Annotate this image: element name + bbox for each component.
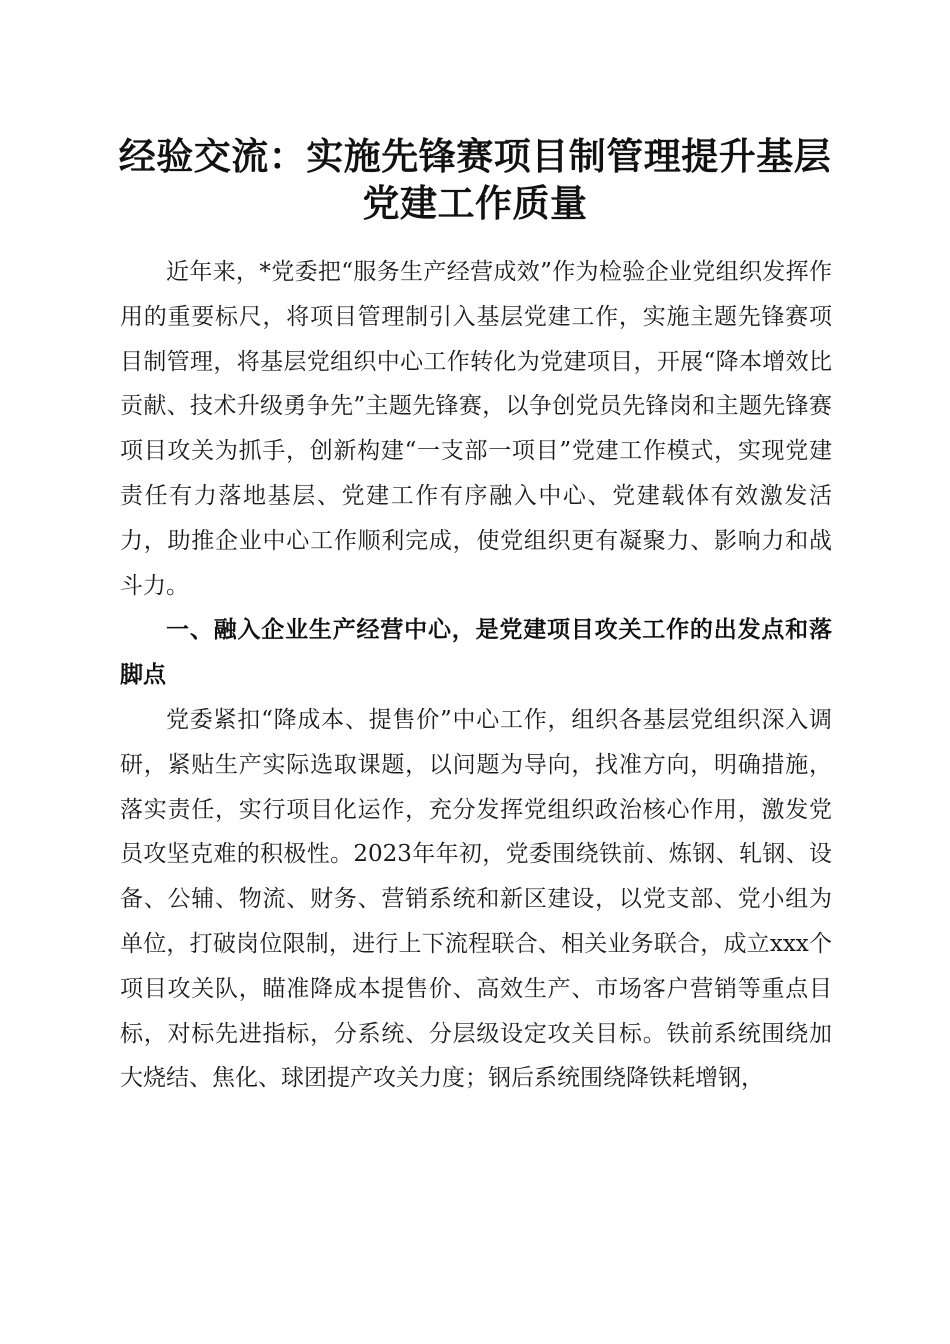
document-body bbox=[120, 250, 832, 1101]
intro-paragraph: 近年来，*党委把“服务生产经营成效”作为检验企业党组织发挥作用的重要标尺，将项目管理制引入基层党建工作，实施主题先锋赛项目制管理，将基层党组织中心工作转化为党建项目，开展“降本增效比贡献、技术升级勇争先”主题先锋赛，以争创党员先锋岗和主题先锋赛项目攻关为抓手，创新构建“一支部一项目”党建工作模式，实现党建责任有力落地基层、党建工作有序融入中心、党建载体有效激发活力，助推企业中心工作顺利完成，使党组织更有凝聚力、影响力和战斗力。 bbox=[120, 259, 832, 599]
section-1-heading: 一、融入企业生产经营中心，是党建项目攻关工作的出发点和落脚点 bbox=[120, 617, 832, 689]
section-1-paragraph: 党委紧扣“降成本、提售价”中心工作，组织各基层党组织深入调研，紧贴生产实际选取课题，以问题为导向，找准方向，明确措施，落实责任，实行项目化运作，充分发挥党组织政治核心作用，激发党员攻坚克难的积极性。2023年年初，党委围绕铁前、炼钢、轧钢、设备、公辅、物流、财务、营销系统和新区建设，以党支部、党小组为单位，打破岗位限制，进行上下流程联合、相关业务联合，成立xxx个项目攻关队，瞄准降成本提售价、高效生产、市场客户营销等重点目标，对标先进指标，分系统、分层级设定攻关目标。铁前系统围绕加大烧结、焦化、球团提产攻关力度；钢后系统围绕降铁耗增钢， bbox=[120, 706, 832, 1092]
document-title: 经验交流：实施先锋赛项目制管理提升基层党建工作质量 bbox=[118, 134, 832, 225]
